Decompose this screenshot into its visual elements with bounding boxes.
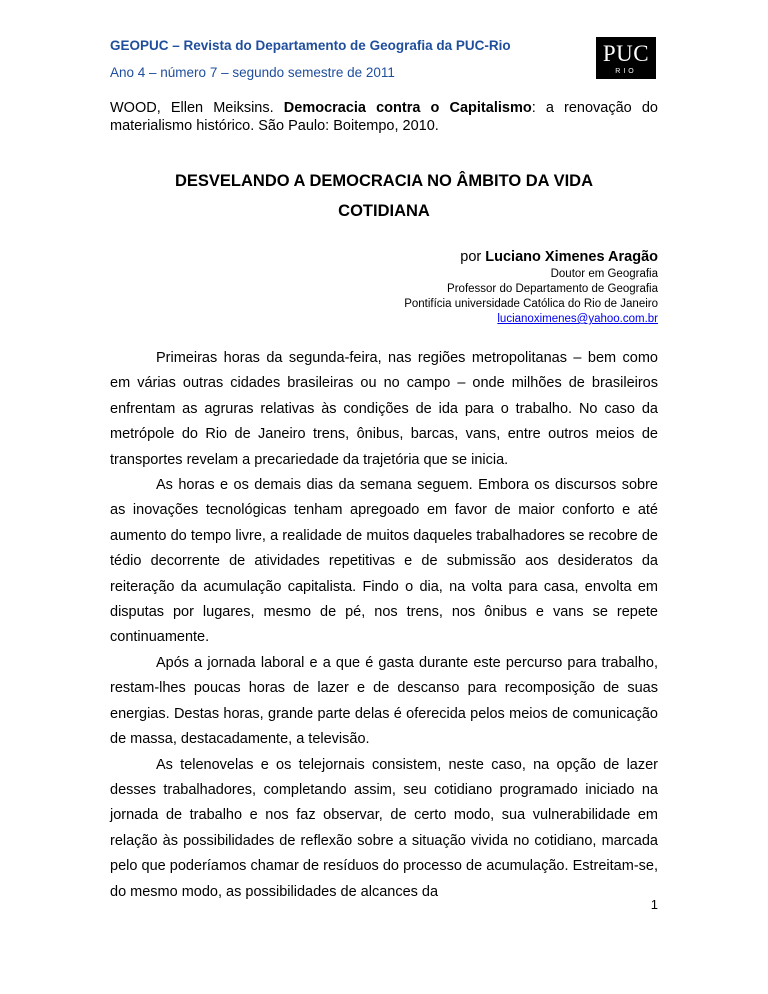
affiliation-position: Professor do Departamento de Geografia [447, 283, 658, 295]
logo-main-text: PUC [602, 41, 650, 66]
reference-book-title: Democracia contra o Capitalismo [283, 100, 532, 116]
reference-rest: : a renovação do materialismo histórico. São Paulo: Boitempo, 2010. [110, 100, 658, 134]
body-paragraph: As horas e os demais dias da semana seguem. Embora os discursos sobre as inovações tecnológicas tenham apregoado em favor de maior conforto e até aumento do tempo livre, a realidade de muitos daqueles trabalhadores se recobre de tédio decorrente de atividades repetitivas e de submissão aos desideratos da reiteração da acumulação capitalista. Findo o dia, na volta para casa, envolta em disputas por lugares, mesmo de pé, nos trens, nos ônibus e vans se repete continuamente. [110, 477, 658, 646]
article-title-line-2: COTIDIANA [338, 202, 430, 220]
reference-author: WOOD, Ellen Meiksins. [110, 100, 274, 116]
affiliation-degree: Doutor em Geografia [550, 268, 658, 280]
author-name: Luciano Ximenes Aragão [485, 249, 658, 265]
body-paragraph: Após a jornada laboral e a que é gasta durante este percurso para trabalho, restam-lhes poucas horas de lazer e de descanso para recomposição de suas energias. Destas horas, grande parte delas é oferecida pelos meios de comunicação de massa, destacadamente, a televisão. [110, 654, 658, 748]
journal-header [110, 38, 511, 80]
page-number: 1 [650, 897, 658, 912]
article-title-line-1: DESVELANDO A DEMOCRACIA NO ÂMBITO DA VIDA [174, 172, 593, 190]
journal-issue: Ano 4 – número 7 – segundo semestre de 2011 [110, 65, 395, 80]
book-reference [110, 99, 658, 135]
affiliation-university: Pontifícia universidade Católica do Rio de Janeiro [404, 298, 658, 310]
author-by: por [460, 249, 486, 265]
article-body [110, 346, 658, 905]
body-paragraph: Primeiras horas da segunda-feira, nas regiões metropolitanas – bem como em várias outras cidades brasileiras ou no campo – onde milhões de brasileiros enfrentam as agruras relativas às condições de ida para o trabalho. No caso da metrópole do Rio de Janeiro trens, ônibus, barcas, vans, entre outros meios de transportes revelam a precariedade da trajetória que se inicia. [110, 350, 658, 468]
logo-sub-text: RIO [615, 68, 637, 75]
author-affiliation [404, 267, 658, 327]
journal-title: GEOPUC – Revista do Departamento de Geografia da PUC-Rio [110, 38, 511, 53]
author-line [460, 249, 658, 265]
author-email-link[interactable]: lucianoximenes@yahoo.com.br [497, 313, 658, 325]
puc-rio-logo [596, 37, 656, 79]
body-paragraph: As telenovelas e os telejornais consistem, neste caso, na opção de lazer desses trabalhadores, completando assim, seu cotidiano programado iniciado na jornada de trabalho e nos faz observar, de certo modo, sua vulnerabilidade em relação às possibilidades de reflexão sobre a situação vivida no cotidiano, marcada pelo que poderíamos chamar de resíduos do processo de acumulação. Estreitam-se, do mesmo modo, as possibilidades de alcances da [110, 756, 658, 900]
article-title [110, 166, 658, 226]
